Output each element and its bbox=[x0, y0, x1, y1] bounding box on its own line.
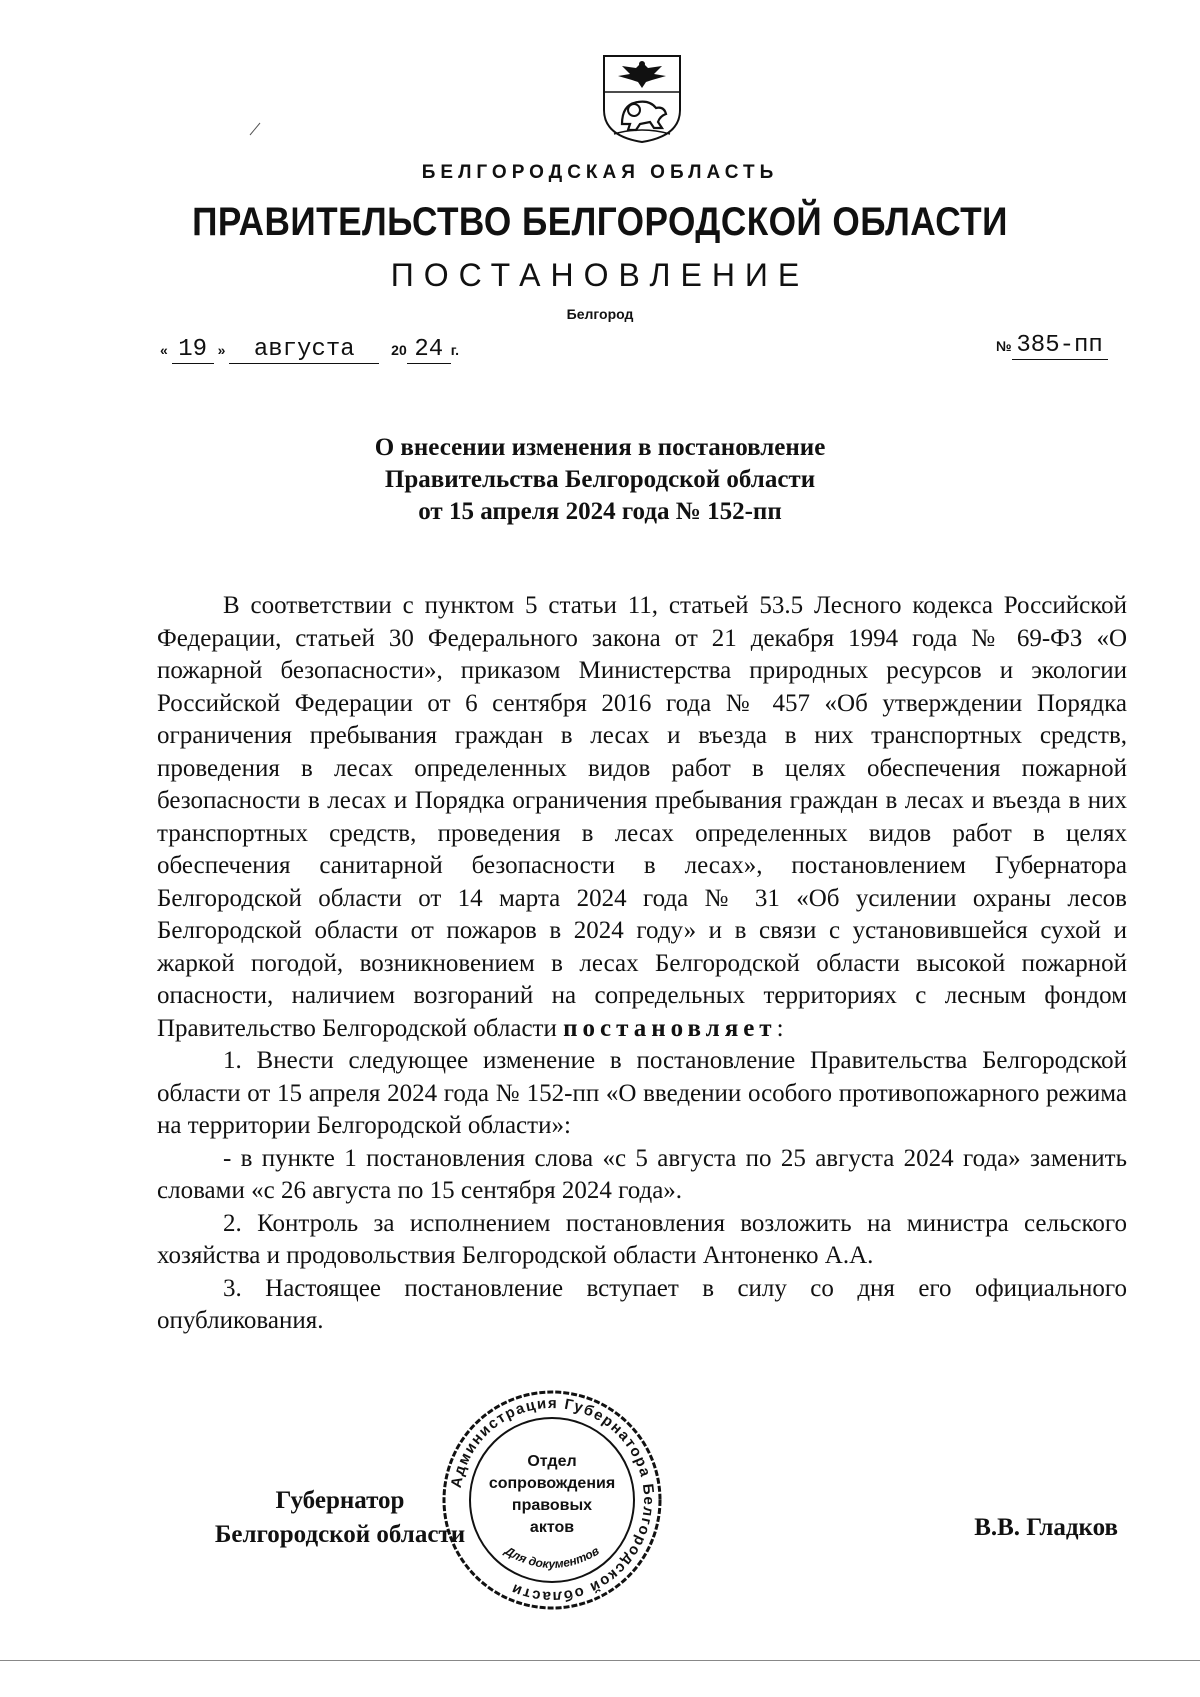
item-3: 3. Настоящее постановление вступает в силу со дня его официального опубликования. bbox=[157, 1274, 1127, 1334]
document-body bbox=[157, 590, 1127, 1338]
official-stamp bbox=[440, 1388, 664, 1612]
stamp-center-line-4: актов bbox=[529, 1519, 575, 1536]
item-1-sub: - в пункте 1 постановления слова «с 5 августа по 25 августа 2024 года» заменить словами «с 26 августа по 15 сентября 2024 года». bbox=[157, 1144, 1127, 1204]
date-open-quote: « bbox=[160, 342, 168, 358]
date-month: августа bbox=[229, 336, 379, 364]
number-label: № bbox=[996, 338, 1012, 354]
footer-divider bbox=[0, 1660, 1200, 1661]
date-close-quote: » bbox=[217, 342, 226, 358]
document-type: ПОСТАНОВЛЕНИЕ bbox=[390, 257, 810, 293]
preamble-text: В соответствии с пунктом 5 статьи 11, статьей 53.5 Лесного кодекса Российской Федерации, статьей 30 Федерального закона от 21 декабря 1994 года № 69-ФЗ «О пожарной безопасности», приказом Министерства природных ресурсов и экологии Российской Федерации от 6 сентября 2016 года № 457 «Об утверждении Порядка ограничения пребывания граждан в лесах и въезда в них транспортных средств, проведения в лесах определенных видов работ в целях обеспечения пожарной безопасности в лесах и Порядка ограничения пребывания граждан в лесах и въезда в них транспортных средств, проведения в лесах определенных видов работ в целях обеспечения санитарной безопасности в лесах», постановлением Губернатора Белгородской области от 14 марта 2024 года № 31 «Об усилении охраны лесов Белгородской области от пожаров в 2024 году» и в связи с установившейся сухой и жаркой погодой, возникновением в лесах Белгородской области высокой пожарной опасности, наличием возгораний на сопредельных территориях с лесным фондом Правительство Белгородской области bbox=[157, 592, 1127, 1042]
date-day: 19 bbox=[172, 336, 214, 364]
document-date bbox=[160, 336, 459, 364]
position-line-1: Губернатор bbox=[275, 1487, 405, 1514]
government-name: ПРАВИТЕЛЬСТВО БЕЛГОРОДСКОЙ ОБЛАСТИ bbox=[192, 200, 1008, 244]
svg-text:Для документов bbox=[502, 1543, 602, 1571]
title-line-3: от 15 апреля 2024 года № 152-пп bbox=[418, 498, 782, 525]
document-title bbox=[0, 432, 1200, 528]
resolves-word: постановляет bbox=[563, 1014, 777, 1042]
title-line-2: Правительства Белгородской области bbox=[384, 466, 816, 493]
stamp-ring-text: Администрация Губернатора Белгородской области bbox=[447, 1394, 658, 1606]
item-1: 1. Внести следующее изменение в постановление Правительства Белгородской области от 15 апреля 2024 года № 152-пп «О введении особого противопожарного режима на территории Белгородской области»: bbox=[157, 1047, 1127, 1139]
resolves-colon: : bbox=[776, 1014, 784, 1042]
pen-mark bbox=[248, 122, 262, 136]
date-year-mark: г. bbox=[450, 342, 460, 358]
item-2: 2. Контроль за исполнением постановления возложить на министра сельского хозяйства и продовольствия Белгородской области Антоненко А.А. bbox=[157, 1209, 1127, 1269]
title-line-1: О внесении изменения в постановление bbox=[374, 434, 826, 461]
number-value: 385-пп bbox=[1012, 332, 1108, 360]
stamp-bottom-text: Для документов bbox=[502, 1543, 602, 1572]
signatory-name: В.В. Гладков bbox=[974, 1514, 1118, 1541]
position-line-2: Белгородской области bbox=[214, 1521, 466, 1548]
document-number bbox=[996, 332, 1108, 360]
stamp-center-line-2: сопровождения bbox=[488, 1475, 616, 1492]
stamp-center-line-1: Отдел bbox=[527, 1453, 577, 1470]
date-year-suffix: 24 bbox=[407, 336, 451, 364]
preamble-paragraph bbox=[157, 590, 1127, 1045]
date-year-prefix: 20 bbox=[391, 342, 407, 358]
city-name: Белгород bbox=[566, 306, 634, 322]
coat-of-arms-emblem bbox=[600, 52, 684, 144]
stamp-center-line-3: правовых bbox=[511, 1497, 593, 1514]
region-name: БЕЛГОРОДСКАЯ ОБЛАСТЬ bbox=[421, 162, 779, 183]
